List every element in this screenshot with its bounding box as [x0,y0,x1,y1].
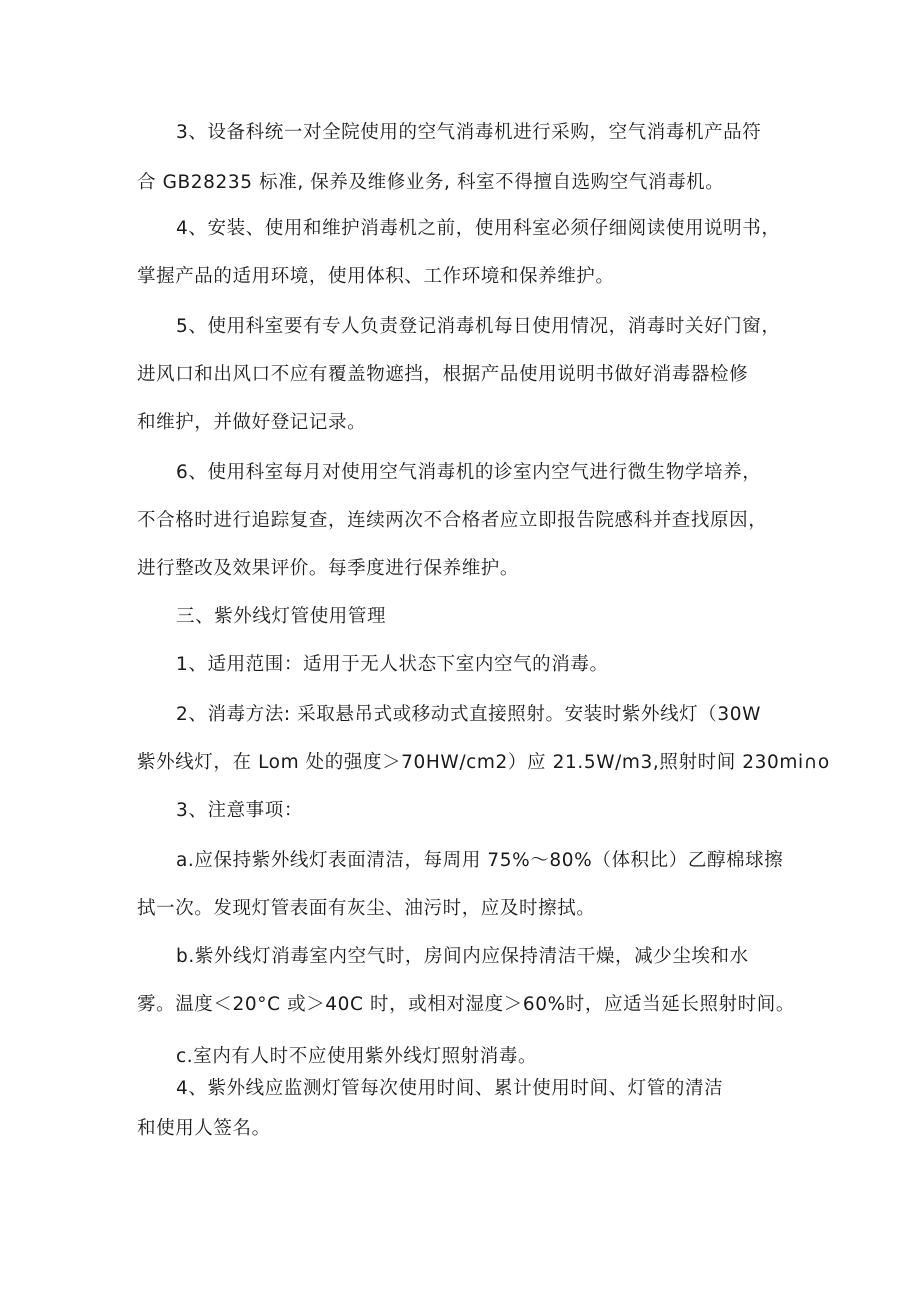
paragraph-line: 雾。温度＜20°C 或＞40C 时，或相对湿度＞60%时，应适当延长照射时间。 [137,994,795,1015]
paragraph-line: b.紫外线灯消毒室内空气时，房间内应保持清洁干燥，减少尘埃和水 [176,946,749,967]
section-heading: 三、紫外线灯管使用管理 [176,606,387,627]
paragraph-line: 合 GB28235 标准, 保养及维修业务, 科室不得擅自选购空气消毒机。 [137,172,725,193]
paragraph-line: 3、设备科统一对全院使用的空气消毒机进行采购，空气消毒机产品符 [176,122,762,143]
paragraph-line: 不合格时进行追踪复查，连续两次不合格者应立即报告院感科并查找原因， [137,510,768,531]
paragraph-line: 掌握产品的适用环境，使用体积、工作环境和保养维护。 [137,266,615,287]
subsection-heading: 3、注意事项： [176,800,303,821]
paragraph-line: a.应保持紫外线灯表面清洁，每周用 75%～80%（体积比）乙醇棉球擦 [176,850,784,871]
paragraph-line: 6、使用科室每月对使用空气消毒机的诊室内空气进行微生物学培养， [176,462,762,483]
paragraph-line: 拭一次。发现灯管表面有灰尘、油污时，应及时擦拭。 [137,898,596,919]
paragraph-line: 进风口和出风口不应有覆盖物遮挡，根据产品使用说明书做好消毒器检修 [137,364,749,385]
paragraph-line: 1、适用范围：适用于无人状态下室内空气的消毒。 [176,654,609,675]
paragraph-line: 2、消毒方法: 采取悬吊式或移动式直接照射。安装时紫外线灯（30W [176,704,762,725]
paragraph-line: 紫外线灯，在 Lom 处的强度＞70HW/cm2）应 21.5W/m3,照射时间 230mi∩o [137,752,830,773]
paragraph-line: 4、紫外线应监测灯管每次使用时间、累计使用时间、灯管的清洁 [176,1078,724,1099]
paragraph-line: 5、使用科室要有专人负责登记消毒机每日使用情况，消毒时关好门窗， [176,316,781,337]
paragraph-line: 和使用人签名。 [137,1118,271,1139]
paragraph-line: 和维护，并做好登记记录。 [137,412,367,433]
paragraph-line: 4、安装、使用和维护消毒机之前，使用科室必须仔细阅读使用说明书， [176,218,781,239]
paragraph-line: 进行整改及效果评价。每季度进行保养维护。 [137,558,520,579]
paragraph-line: c.室内有人时不应使用紫外线灯照射消毒。 [176,1046,538,1067]
